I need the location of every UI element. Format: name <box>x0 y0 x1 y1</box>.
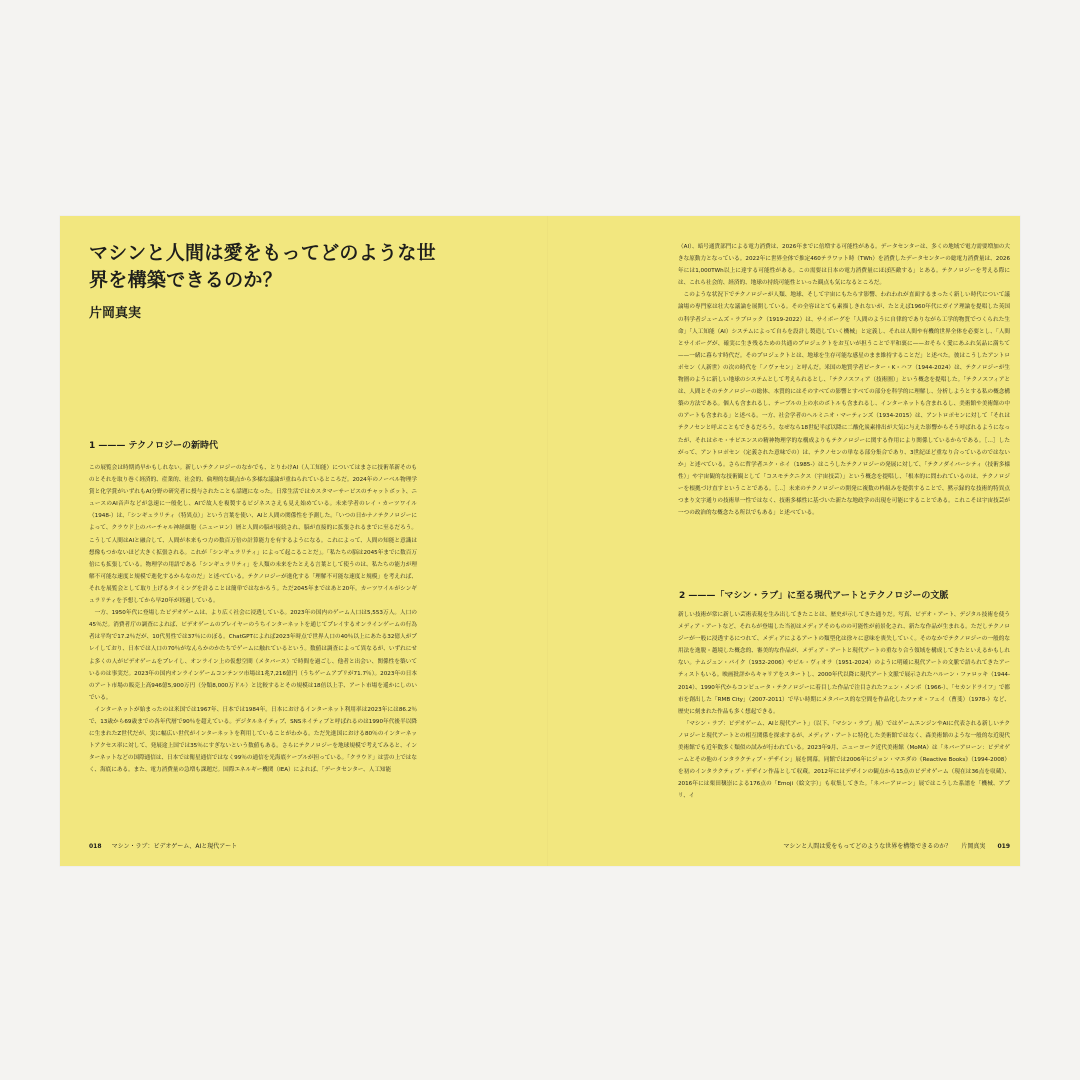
right-running-author: 片岡真実 <box>961 843 986 850</box>
left-page <box>60 216 547 866</box>
paragraph: 一方、1950年代に登場したビデオゲームは、より広く社会に浸透している。2023年の国内のゲーム人口は5,553万人。人口の45％だ。消費者庁の調査によれば、ビデオゲームのプレイヤーのうちインターネットを通じてプレイするオンラインゲームの行為者は平均で17.2％だが、10代男性では37％にのぼる。ChatGPTによれば2023年時点で世界人口の40％以上にあたる32億人がプレイしており、日本では人口の70％がなんらかのかたちでゲームに触れているという。数値は調査によって異なるが、いずれにせよ多くの人がビデオゲームをプレイし、オンライン上の仮想空間（メタバース）で時間を過ごし、他者と出会い、関係性を築いているのは事実だ。2023年の国内オンラインゲームコンテンツ市場は1兆7,216億円（うちゲームアプリが71.7％）。2023年の日本のアート市場の販売上高946億5,900万円（分類8,000万ドル）と比較するとその規模は18倍以上手、アート市場を遥かにしのいでいる。 <box>89 610 417 701</box>
left-page-number: 018 <box>89 843 102 850</box>
paragraph: インターネットが始まったのは米国では1967年、日本では1984年。日本におけるインターネット利用率は2023年には86.2％で、13歳から69歳までの各年代層で90％を超えている。デジタルネイティブ、SNSネイティブと呼ばれるのは1990年代後半以降に生まれたZ世代だが、実に幅広い世代がインターネットを利用していることがわかる。ただ先進国における80％のインターネットアクセス率に対して、発展途上国では35％にすぎないという数値もある。さらにテクノロジーを地球規模で考えてみると、インターネットなどの国際通信は、日本では衛星通信ではなく99％の通信を光海底ケーブルが担っている。「クラウド」は雲の上ではなく、海底にある。また、電力消費量の急増も課題だ。国際エネルギー機関（IEA）によれば、「データセンター、人工知能 <box>89 706 417 774</box>
paragraph: （AI）、暗号通貨部門による電力消費は、2026年までに倍増する可能性がある。データセンターは、多くの地域で電力需要増加の大きな原動力となっている。2022年に世界全体で推定460テラワット時（TWh）を消費したデータセンターの総電力消費量は、2026年には1,000TWh以上に達する可能性がある。この需要は日本の電力消費量にほぼ匹敵する」とある。テクノロジーを考える際には、これら社会的、経済的、地球の持続可能性といった観点も気になるところだ。 <box>678 244 1010 287</box>
right-folio <box>783 841 1010 850</box>
left-folio <box>89 841 237 850</box>
right-top-body-text <box>678 241 1010 519</box>
left-body-text <box>89 462 417 776</box>
paragraph: 「マシン・ラブ：ビデオゲーム、AIと現代アート」（以下、「マシン・ラブ」展）ではゲームエンジンやAIに代表される新しいテクノロジーと現代アートとの相互関係を探求するが、メディア・アートに特化した美術館ではなく、森美術館のような一般的な近現代美術館でも近年数多く類似の試みが行われている。2023年9月、ニューヨーク近代美術館（MoMA）は「ネバーアローン：ビデオゲームとその他のインタラクティブ・デザイン」展を開幕。同館では2006年にジョン・マエダの《Reactive Books》（1994-2008）を初のインタラクティブ・デザイン作品として収蔵。2012年にはデザインの観点から15点のビデオゲーム（現在は36点を収蔵）、2016年には栗田穣崇による176点の「Emoji（絵文字）」も収集してきた。「ネバーアローン」展ではこうした系譜を「機械、アプリ、イ <box>678 720 1010 800</box>
right-page-number: 019 <box>997 843 1010 850</box>
paragraph: 新しい技術が常に新しい芸術表現を生み出してきたことは、歴史が示してきた通りだ。写真、ビデオ・アート、デジタル技術を使うメディア・アートなど、それらが登場した当初はメディアそのものの可能性が前景化され、新たな作品が生まれる。ただしテクノロジーが一般に浸透するにつれて、メディアによるアートの類型化は徐々に意味を喪失していく。そのなかでテクノロジーの一般的な用法を逸脱・越境した概念的、審美的な作品が、メディア・アートと現代アートの重なり合う領域を構成してきたといえるかもしれない。ナムジュン・パイク（1932-2006）やビル・ヴィオラ（1951-2024）のように明確に現代アートの文脈で語られてきたアーティストもいる。映画批評からキャリアをスタートし、2000年代以降に現代アート文脈で展示されたハルーン・ファロッキ（1944-2014）、1990年代からコンピュータ・テクノロジーに着目した作品で注目されたフェン・メンボ（1966-）、「セカンドライフ」で都市を創出した「RMB City」（2007-2011）で早い時期にメタバース的な空間を作品化したツァオ・フェイ（曹斐）（1978-）など、歴史に刻まれた作品も多く想起できる。 <box>678 612 1010 715</box>
book-spread <box>60 216 1020 866</box>
section-2-heading: 2 ———「マシン・ラブ」に至る現代アートとテクノロジーの文脈 <box>679 591 949 601</box>
right-bottom-body-text <box>678 609 1010 803</box>
article-title: マシンと人間は愛をもってどのような世界を構築できるのか？ <box>89 242 436 291</box>
article-author: 片岡真実 <box>89 306 142 321</box>
right-running-title: マシンと人間は愛をもってどのような世界を構築できるのか？ <box>783 843 952 850</box>
left-running-title: マシン・ラブ：ビデオゲーム、AIと現代アート <box>111 843 238 850</box>
right-page <box>548 216 1020 866</box>
paragraph: この展覧会は時期尚早かもしれない。新しいテクノロジーのなかでも、とりわけAI（人工知能）についてはまさに技術革新そのものとそれを取り巻く経済的、産業的、社会的、倫理的な観点から多様な議論が重ねられているところだ。2024年のノーベル物理学賞と化学賞がいずれもAI分野の研究者に授与されたことも話題になった。日常生活ではカスタマーサービスのチャットボット、ニュースのAI音声などが急速に一般化し、AIで故人を複製するビジネスさえも見え始めている。未来学者のレイ・カーツワイル（1948-）は、「シンギュラリティ（特異点）」という言葉を使い、AIと人間の関係性を予測した。「いつの日かナノテクノロジーによって、クラウド上のバーチャル神経細胞（ニューロン）層と人間の脳が接続され、脳が直接的に拡張されるまでに至るだろう。こうして人間はAIと融合して、人間が本来もつ力の数百万倍の計算能力を有するようになる。これによって、人間の知能と意識は想像もつかないほど大きく拡張される。これが「シンギュラリティ」によって起こることだ」。「私たちの脳は2045年までに数百万倍にも拡張している。物理学の用語である「シンギュラリティ」を人類の未来をたとえる言葉として使うのは、私たちの能力が理解不可能な速度と規模で進化するからなのだ」と述べている。テクノロジーが進化する「理解不可能な速度と規模」を考えれば、それを展覧会として取り上げるタイミングを計ることは簡単ではなかろう。ただ2045年まではあと20年。カーツワイルがシンギュラリティを予想してから早20年が経過している。 <box>89 465 417 605</box>
section-1-heading: 1 ——— テクノロジーの新時代 <box>89 441 218 451</box>
paragraph: このような状況下でテクノロジーが人類、地球、そして宇宙にもたらす影響、われわれが直面するまったく新しい時代について議論場の専門家は壮大な議論を展開している。その全容はとても素描しきれないが、たとえば1960年代にガイア理論を提唱した英国の科学者ジェームズ・ラブロック（1919-2022）は、サイボーグを「人間のように自律的でありながら工学的物質でつくられた生命」「人工知能（AI）システムによって自らを設計し製造していく機械」と定義し、それは人間や有機的世界全体を必要とし、「人間とサイボーグが、確実に生き残るための共通のプロジェクトをお互いが担うことで平和裏に——おそらく愛にあふれ気品に満ちて——一緒に暮らす時代だ。そのプロジェクトとは、地球を生存可能な感星のまま維持することだ」と述べた。彼はこうしたアントロポセン（人新世）の次の時代を「ノヴァセン」と呼んだ。米国の地質学者ピーター・K・ハフ（1944-2024）は、テクノロジーが生物圏のように新しい地球のシステムとして考えられるとし、「テクノスフィア（技術圏）」という概念を提唱した。「テクノスフィアとは、人間とそのテクノロジーの総体、本質的にはそのすべての影響とすべての部分を科学的に理解し、分析しようとする私の概念構築の方法である。個人も含まれるし、テーブルの上の水のボトルも含まれるし、インターネットも含まれるし、美術館や美術館の中のアートも含まれる」と述べる。一方、社会学者のヘルミニオ・マーティンズ（1934-2015）は、アントロポセンに対して「それはテクノセンと呼ぶこともできるだろう。なぜなら18世紀半ば以降に二酸化炭素排出が大気に与えた影響からそう呼ばれるようになったが、それはホモ・サピエンスの精神物理学的な構成よりもテクノロジーに関する作用により関係しているからである。［…］したがって、アントロポセン（定義された意味での）は、テクノセンの単なる部分集合であり、3世紀ほど重なり合っているのではないか」と述べている。さらに哲学者ユク・ホイ（1985-）はこうしたテクノロジーの発展に対して、「テクノダイバーシティ（技術多様性）」や宇宙観的な技術観として「コスモテクニクス（宇宙技芸）」という概念を提唱し、「根本的に問われているのは、テクノロジーを根拠づけ直すということである。［…］未来のテクノロジーの開発に複数の枠組みを提供することで、黙示録的な技術的特異点つまり文字通りの技術単一性ではなく、技術多様性に基づいた新たな地政学の出現を可能にすることである。これこそは宇宙技芸が一つの政治的な概念たる所以でもある」と述べている。 <box>678 292 1010 517</box>
